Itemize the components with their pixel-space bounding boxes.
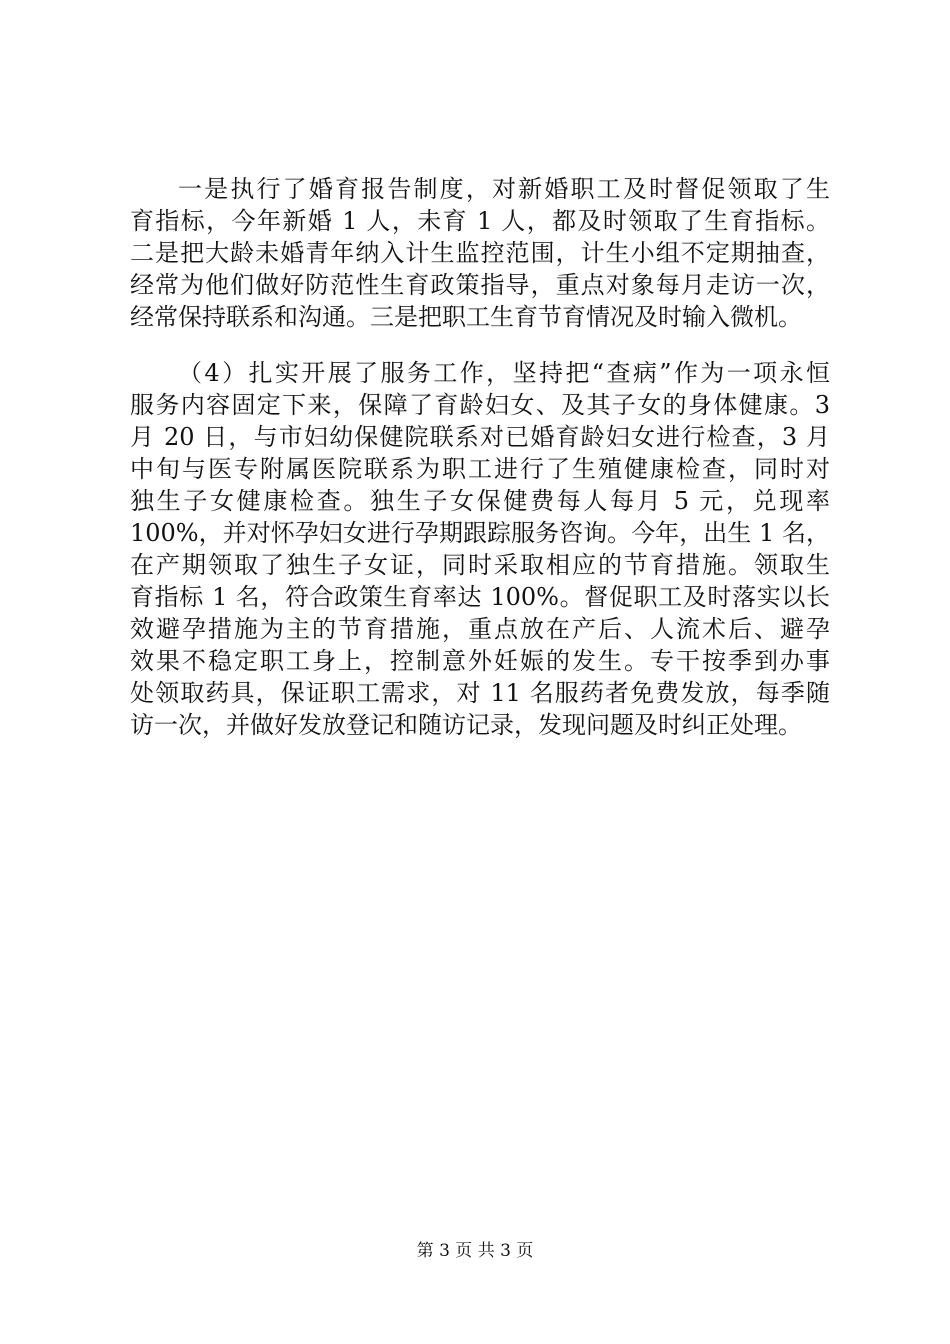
paragraph-line: 效果不稳定职工身上，控制意外妊娠的发生。专干按季到办事 (130, 647, 830, 675)
paragraph-line: 月 20 日，与市妇幼保健院联系对已婚育龄妇女进行检查，3 月 (130, 423, 830, 451)
paragraph-line: 经常保持联系和沟通。三是把职工生育节育情况及时输入微机。 (130, 303, 802, 331)
paragraph-line: 经常为他们做好防范性生育政策指导，重点对象每月走访一次， (130, 271, 830, 299)
paragraph-line: （4）扎实开展了服务工作，坚持把“查病”作为一项永恒 (178, 359, 830, 387)
paragraph-line: 100%，并对怀孕妇女进行孕期跟踪服务咨询。今年，出生 1 名， (130, 519, 830, 547)
paragraph-line: 处领取药具，保证职工需求，对 11 名服药者免费发放，每季随 (130, 679, 830, 707)
paragraph-line: 服务内容固定下来，保障了育龄妇女、及其子女的身体健康。3 (130, 391, 830, 419)
paragraph-line: 二是把大龄未婚青年纳入计生监控范围，计生小组不定期抽查， (130, 239, 830, 267)
paragraph-line: 访一次，并做好发放登记和随访记录，发现问题及时纠正处理。 (130, 711, 802, 739)
paragraph-line: 在产期领取了独生子女证，同时采取相应的节育措施。领取生 (130, 551, 830, 579)
paragraph-line: 育指标 1 名，符合政策生育率达 100%。督促职工及时落实以长 (130, 583, 830, 611)
paragraph-line: 一是执行了婚育报告制度，对新婚职工及时督促领取了生 (178, 175, 830, 203)
paragraph-line: 中旬与医专附属医院联系为职工进行了生殖健康检查，同时对 (130, 455, 830, 483)
paragraph-service-work (130, 357, 830, 741)
page-number-footer: 第 3 页 共 3 页 (416, 1241, 534, 1261)
paragraph-marriage-reporting (130, 173, 830, 333)
paragraph-line: 独生子女健康检查。独生子女保健费每人每月 5 元，兑现率 (130, 487, 830, 515)
paragraph-line: 效避孕措施为主的节育措施，重点放在产后、人流术后、避孕 (130, 615, 830, 643)
paragraph-line: 育指标，今年新婚 1 人，未育 1 人，都及时领取了生育指标。 (130, 207, 830, 235)
